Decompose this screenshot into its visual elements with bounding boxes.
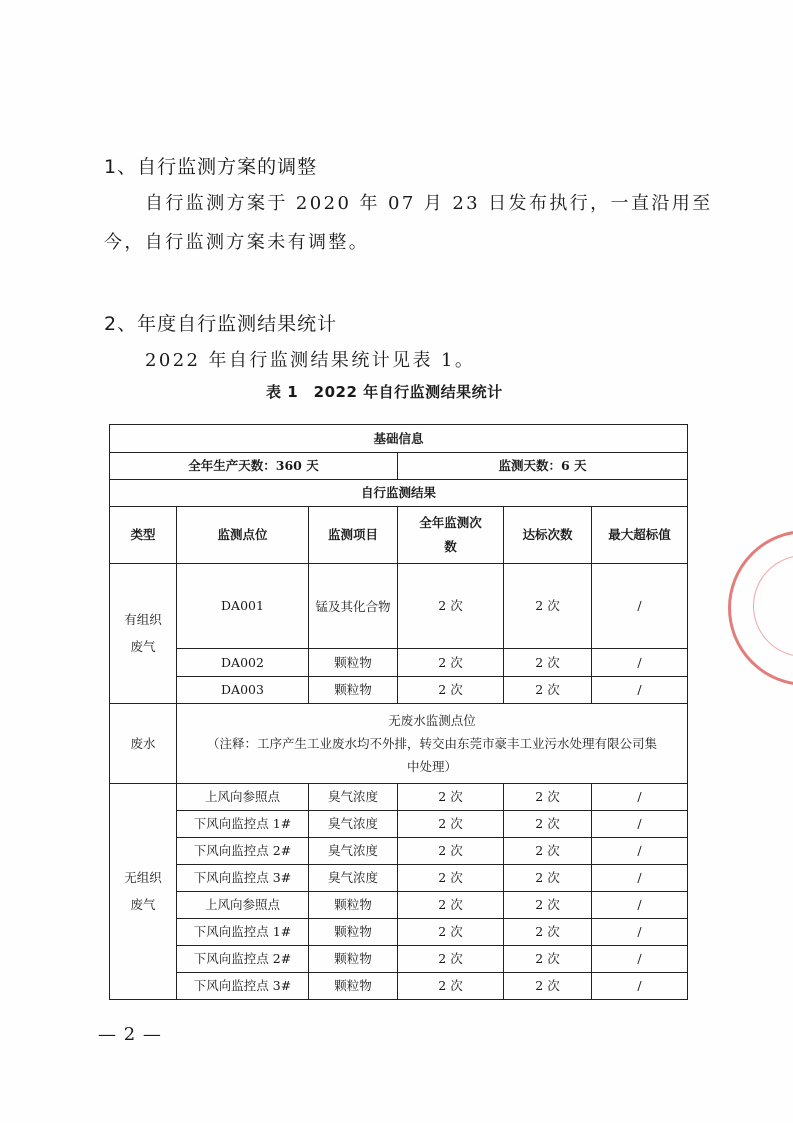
basic-info-title: 基础信息 — [110, 425, 688, 453]
table-row — [110, 649, 688, 677]
max-cell: / — [592, 838, 688, 865]
table-caption: 表 1 2022 年自行监测结果统计 — [266, 383, 503, 401]
ok-cell: 2 次 — [504, 892, 592, 919]
times-cell: 2 次 — [398, 865, 504, 892]
monitoring-results-table — [109, 424, 688, 1000]
max-cell: / — [592, 946, 688, 973]
times-cell: 2 次 — [398, 564, 504, 649]
table-row — [110, 784, 688, 811]
table-row — [110, 677, 688, 704]
ok-cell: 2 次 — [504, 865, 592, 892]
ok-cell: 2 次 — [504, 946, 592, 973]
max-cell: / — [592, 973, 688, 1000]
table-row — [110, 704, 688, 784]
ok-cell: 2 次 — [504, 838, 592, 865]
section1-heading: 1、自行监测方案的调整 — [104, 156, 318, 178]
results-title: 自行监测结果 — [110, 480, 688, 507]
table-row — [110, 838, 688, 865]
item-cell: 颗粒物 — [309, 649, 398, 677]
table-row — [110, 865, 688, 892]
point-cell: 下风向监控点 3# — [177, 865, 309, 892]
point-cell: 下风向监控点 3# — [177, 973, 309, 1000]
table-row — [110, 811, 688, 838]
wastewater-line1: 无废水监测点位 — [388, 712, 476, 728]
table-row — [110, 946, 688, 973]
point-cell: DA002 — [177, 649, 309, 677]
red-seal-stamp — [728, 530, 793, 686]
max-cell: / — [592, 892, 688, 919]
point-cell: 下风向监控点 2# — [177, 838, 309, 865]
ok-cell: 2 次 — [504, 784, 592, 811]
item-cell: 臭气浓度 — [309, 784, 398, 811]
type-unorganized: 无组织废气 — [110, 784, 177, 1000]
item-cell: 颗粒物 — [309, 973, 398, 1000]
table-row — [110, 973, 688, 1000]
point-cell: 上风向参照点 — [177, 892, 309, 919]
max-cell: / — [592, 649, 688, 677]
point-cell: 下风向监控点 2# — [177, 946, 309, 973]
header-type: 类型 — [110, 507, 177, 564]
ok-cell: 2 次 — [504, 919, 592, 946]
wastewater-line3: 中处理） — [407, 759, 458, 775]
item-cell: 颗粒物 — [309, 677, 398, 704]
header-point: 监测点位 — [177, 507, 309, 564]
production-days: 全年生产天数：360 天 — [110, 453, 398, 480]
wastewater-note — [177, 704, 688, 784]
header-max: 最大超标值 — [592, 507, 688, 564]
max-cell: / — [592, 564, 688, 649]
page-number: — 2 — — [98, 1024, 162, 1045]
point-cell: 下风向监控点 1# — [177, 919, 309, 946]
max-cell: / — [592, 811, 688, 838]
point-cell: DA003 — [177, 677, 309, 704]
point-cell: DA001 — [177, 564, 309, 649]
wastewater-line2: （注释：工序产生工业废水均不外排，转交由东莞市豪丰工业污水处理有限公司集 — [207, 735, 658, 751]
item-cell: 臭气浓度 — [309, 838, 398, 865]
times-cell: 2 次 — [398, 838, 504, 865]
section1-paragraph-line1: 自行监测方案于 2020 年 07 月 23 日发布执行，一直沿用至 — [145, 193, 713, 214]
section1-paragraph-line2: 今，自行监测方案未有调整。 — [104, 232, 370, 253]
item-cell: 锰及其化合物 — [309, 564, 398, 649]
monitoring-days: 监测天数：6 天 — [398, 453, 688, 480]
section2-heading: 2、年度自行监测结果统计 — [104, 313, 338, 335]
point-cell: 下风向监控点 1# — [177, 811, 309, 838]
header-times: 全年监测次数 — [398, 507, 504, 564]
section2-paragraph: 2022 年自行监测结果统计见表 1。 — [145, 350, 476, 371]
max-cell: / — [592, 919, 688, 946]
table-row — [110, 919, 688, 946]
type-organized: 有组织废气 — [110, 564, 177, 704]
item-cell: 颗粒物 — [309, 892, 398, 919]
times-cell: 2 次 — [398, 919, 504, 946]
ok-cell: 2 次 — [504, 973, 592, 1000]
times-cell: 2 次 — [398, 892, 504, 919]
max-cell: / — [592, 865, 688, 892]
ok-cell: 2 次 — [504, 811, 592, 838]
ok-cell: 2 次 — [504, 564, 592, 649]
item-cell: 臭气浓度 — [309, 865, 398, 892]
times-cell: 2 次 — [398, 649, 504, 677]
item-cell: 颗粒物 — [309, 946, 398, 973]
max-cell: / — [592, 677, 688, 704]
table-row — [110, 892, 688, 919]
times-cell: 2 次 — [398, 677, 504, 704]
times-cell: 2 次 — [398, 973, 504, 1000]
item-cell: 颗粒物 — [309, 919, 398, 946]
type-wastewater: 废水 — [110, 704, 177, 784]
times-cell: 2 次 — [398, 784, 504, 811]
point-cell: 上风向参照点 — [177, 784, 309, 811]
header-item: 监测项目 — [309, 507, 398, 564]
item-cell: 臭气浓度 — [309, 811, 398, 838]
ok-cell: 2 次 — [504, 677, 592, 704]
max-cell: / — [592, 784, 688, 811]
times-cell: 2 次 — [398, 811, 504, 838]
times-cell: 2 次 — [398, 946, 504, 973]
header-ok: 达标次数 — [504, 507, 592, 564]
ok-cell: 2 次 — [504, 649, 592, 677]
table-row — [110, 564, 688, 649]
